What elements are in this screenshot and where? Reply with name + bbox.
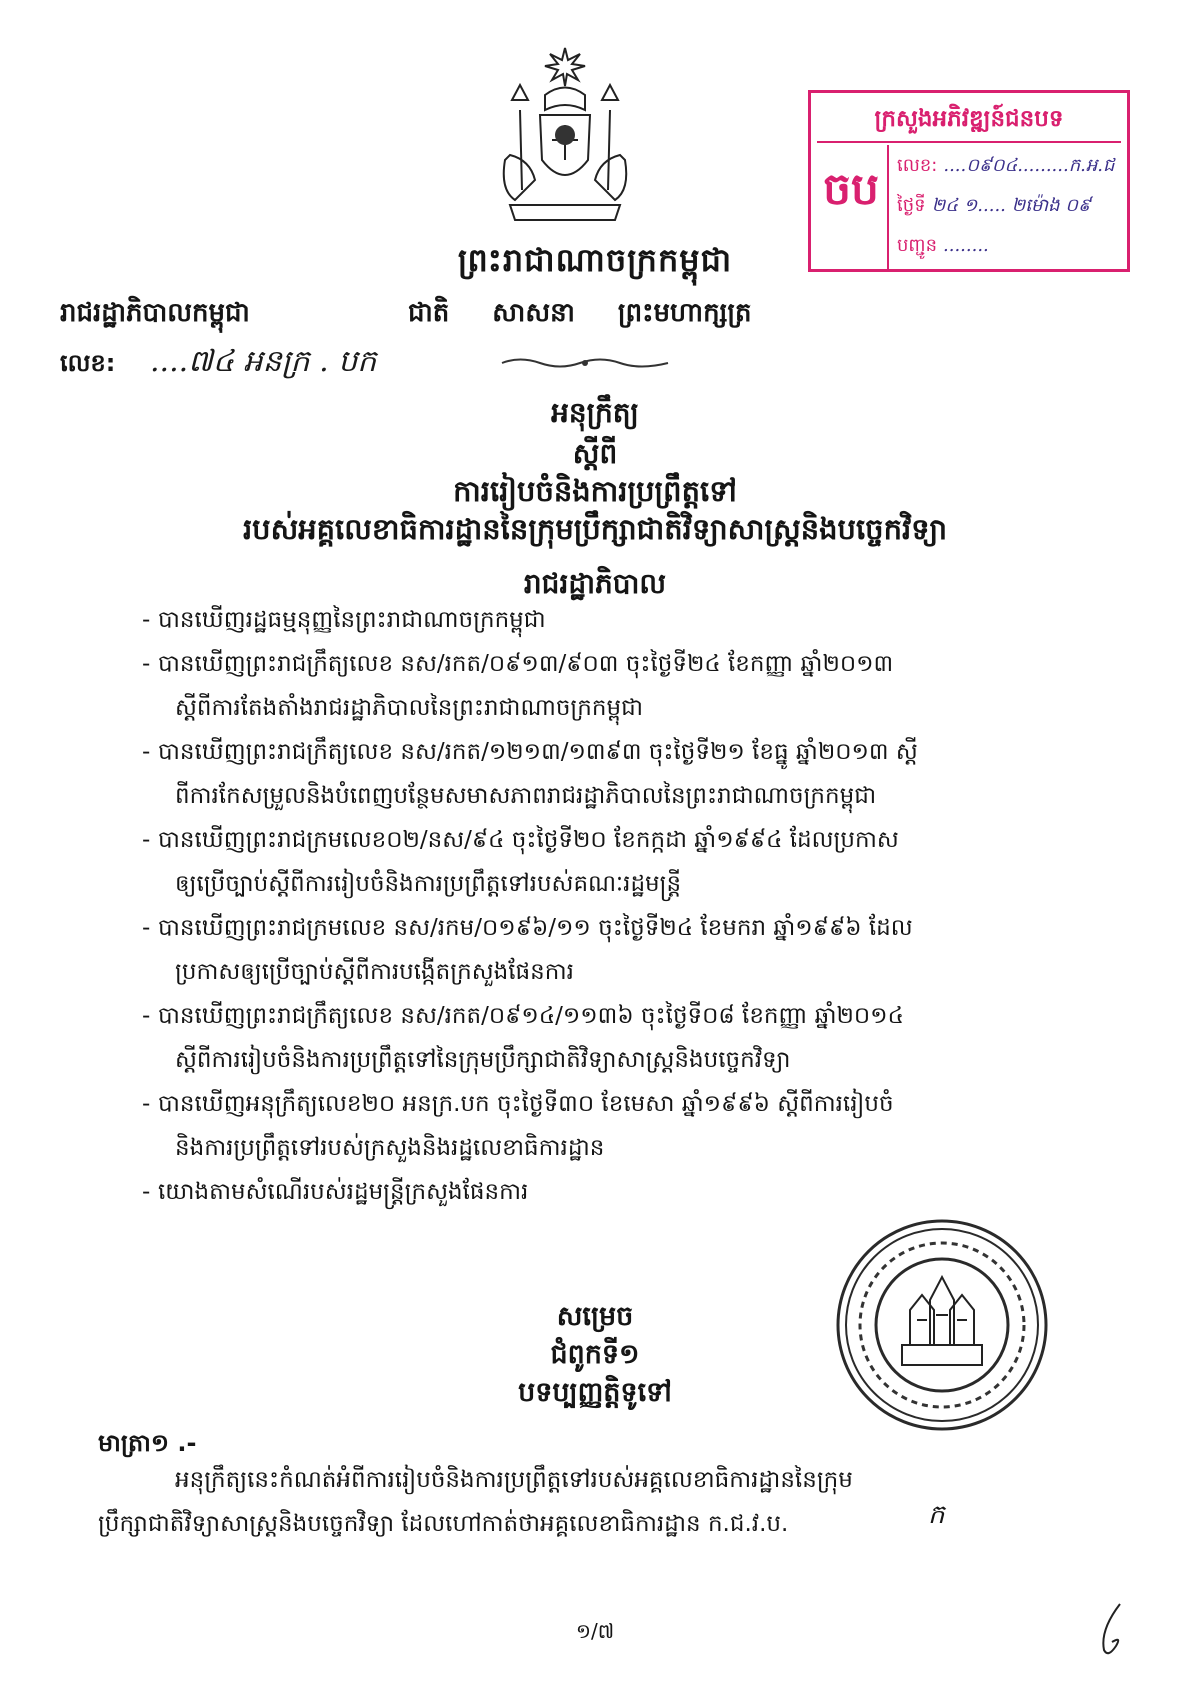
stamp-line-date: ថ្ងៃទី ២៤ ១..... ២ម៉ោង ០៩ bbox=[897, 195, 1091, 216]
list-item-continuation: ស្ដីពីការរៀបចំនិងការប្រព្រឹត្តទៅនៃក្រុមប្រឹក្សាជាតិវិទ្យាសាស្ត្រនិងបច្ចេកវិទ្យា bbox=[175, 1047, 791, 1073]
list-item-continuation: និងការប្រព្រឹត្តទៅរបស់ក្រសួងនិងរដ្ឋលេខាធិការដ្ឋាន bbox=[175, 1135, 605, 1161]
list-item-continuation: ស្ដីពីការតែងតាំងរាជរដ្ឋាភិបាលនៃព្រះរាជាណាចក្រកម្ពុជា bbox=[175, 695, 643, 721]
signature-icon bbox=[1090, 1600, 1130, 1660]
reference-number: ....៧៤ អនក្រ . បក bbox=[150, 344, 377, 379]
page-number: ១/៧ bbox=[575, 1619, 615, 1643]
decision-title: សម្រេច bbox=[556, 1301, 634, 1332]
royal-emblem-icon bbox=[490, 40, 640, 230]
stamp-side-label: ចប bbox=[815, 145, 889, 269]
subject-line-2: របស់អគ្គលេខាធិការដ្ឋាននៃក្រុមប្រឹក្សាជាតិវិទ្យាសាស្ត្រនិងបច្ចេកវិទ្យា bbox=[242, 512, 948, 546]
list-item-continuation: ពីការកែសម្រួលនិងបំពេញបន្ថែមសមាសភាពរាជរដ្ឋាភិបាលនៃព្រះរាជាណាចក្រកម្ពុជា bbox=[175, 783, 877, 809]
kingdom-title: ព្រះរាជាណាចក្រកម្ពុជា bbox=[457, 241, 733, 279]
chapter-title: បទប្បញ្ញត្តិទូទៅ bbox=[518, 1377, 672, 1408]
reception-stamp bbox=[808, 90, 1130, 272]
national-motto: ជាតិ សាសនា ព្រះមហាក្សត្រ bbox=[408, 298, 752, 328]
list-item: - បានឃើញព្រះរាជក្រមលេខ នស/រកម/០១៩៦/១១ ចុះថ្ងៃទី២៤ ខែមករា ឆ្នាំ១៩៩៦ ដែល bbox=[142, 915, 913, 941]
article-heading: មាត្រា១ .- bbox=[98, 1429, 197, 1457]
government-name: រាជរដ្ឋាភិបាលកម្ពុជា bbox=[60, 298, 250, 328]
reference-label: លេខ: bbox=[60, 349, 116, 377]
document-type-title: អនុក្រឹត្យ bbox=[551, 396, 639, 429]
list-item-continuation: ប្រកាសឲ្យប្រើច្បាប់ស្ដីពីការបង្កើតក្រសួងផែនការ bbox=[175, 959, 574, 985]
list-item: - បានឃើញអនុក្រឹត្យលេខ២០ អនក្រ.បក ចុះថ្ងៃទី៣០ ខែមេសា ឆ្នាំ១៩៩៦ ស្ដីពីការរៀបចំ bbox=[142, 1091, 894, 1117]
list-item: - យោងតាមសំណើរបស់រដ្ឋមន្ត្រីក្រសួងផែនការ bbox=[142, 1179, 529, 1205]
issuer-title: រាជរដ្ឋាភិបាល bbox=[523, 567, 667, 600]
regarding-label: ស្ដីពី bbox=[572, 437, 618, 470]
subject-line-1: ការរៀបចំនិងការប្រព្រឹត្តទៅ bbox=[453, 474, 737, 508]
list-item: - បានឃើញព្រះរាជក្រមលេខ០២/នស/៩៤ ចុះថ្ងៃទី២០ ខែកក្កដា ឆ្នាំ១៩៩៤ ដែលប្រកាស bbox=[142, 827, 899, 853]
list-item: - បានឃើញព្រះរាជក្រឹត្យលេខ នស/រកត/០៩១៤/១១៣៦ ចុះថ្ងៃទី០៨ ខែកញ្ញា ឆ្នាំ២០១៤ bbox=[142, 1003, 904, 1029]
handwritten-initial: ក bbox=[928, 1500, 945, 1530]
official-seal-icon bbox=[832, 1215, 1052, 1435]
article-paragraph-line-2: ប្រឹក្សាជាតិវិទ្យាសាស្ត្រនិងបច្ចេកវិទ្យា ដែលហៅកាត់ថាអគ្គលេខាធិការដ្ឋាន ក.ជ.វ.ប. bbox=[98, 1511, 789, 1537]
stamp-line-number: លេខ: ....០៩០៤.........ក.អ.ជ bbox=[897, 155, 1115, 176]
list-item: - បានឃើញរដ្ឋធម្មនុញ្ញនៃព្រះរាជាណាចក្រកម្ពុជា bbox=[142, 607, 546, 633]
article-paragraph-line-1: អនុក្រឹត្យនេះកំណត់អំពីការរៀបចំនិងការប្រព្រឹត្តទៅរបស់អគ្គលេខាធិការដ្ឋាននៃក្រុម bbox=[175, 1467, 853, 1493]
stamp-line-forward: បញ្ជូន ........ bbox=[897, 235, 989, 256]
ornament-divider-icon bbox=[500, 356, 670, 370]
list-item-continuation: ឲ្យប្រើច្បាប់ស្ដីពីការរៀបចំនិងការប្រព្រឹត្តទៅរបស់គណៈរដ្ឋមន្ត្រី bbox=[175, 871, 682, 897]
stamp-ministry: ក្រសួងអភិវឌ្ឍន៍ជនបទ bbox=[817, 97, 1121, 143]
chapter-number: ជំពូកទី១ bbox=[550, 1339, 640, 1370]
list-item: - បានឃើញព្រះរាជក្រឹត្យលេខ នស/រកត/០៩១៣/៩០៣ ចុះថ្ងៃទី២៤ ខែកញ្ញា ឆ្នាំ២០១៣ bbox=[142, 651, 894, 677]
list-item: - បានឃើញព្រះរាជក្រឹត្យលេខ នស/រកត/១២១៣/១៣៩៣ ចុះថ្ងៃទី២១ ខែធ្នូ ឆ្នាំ២០១៣ ស្ដី bbox=[142, 739, 918, 765]
